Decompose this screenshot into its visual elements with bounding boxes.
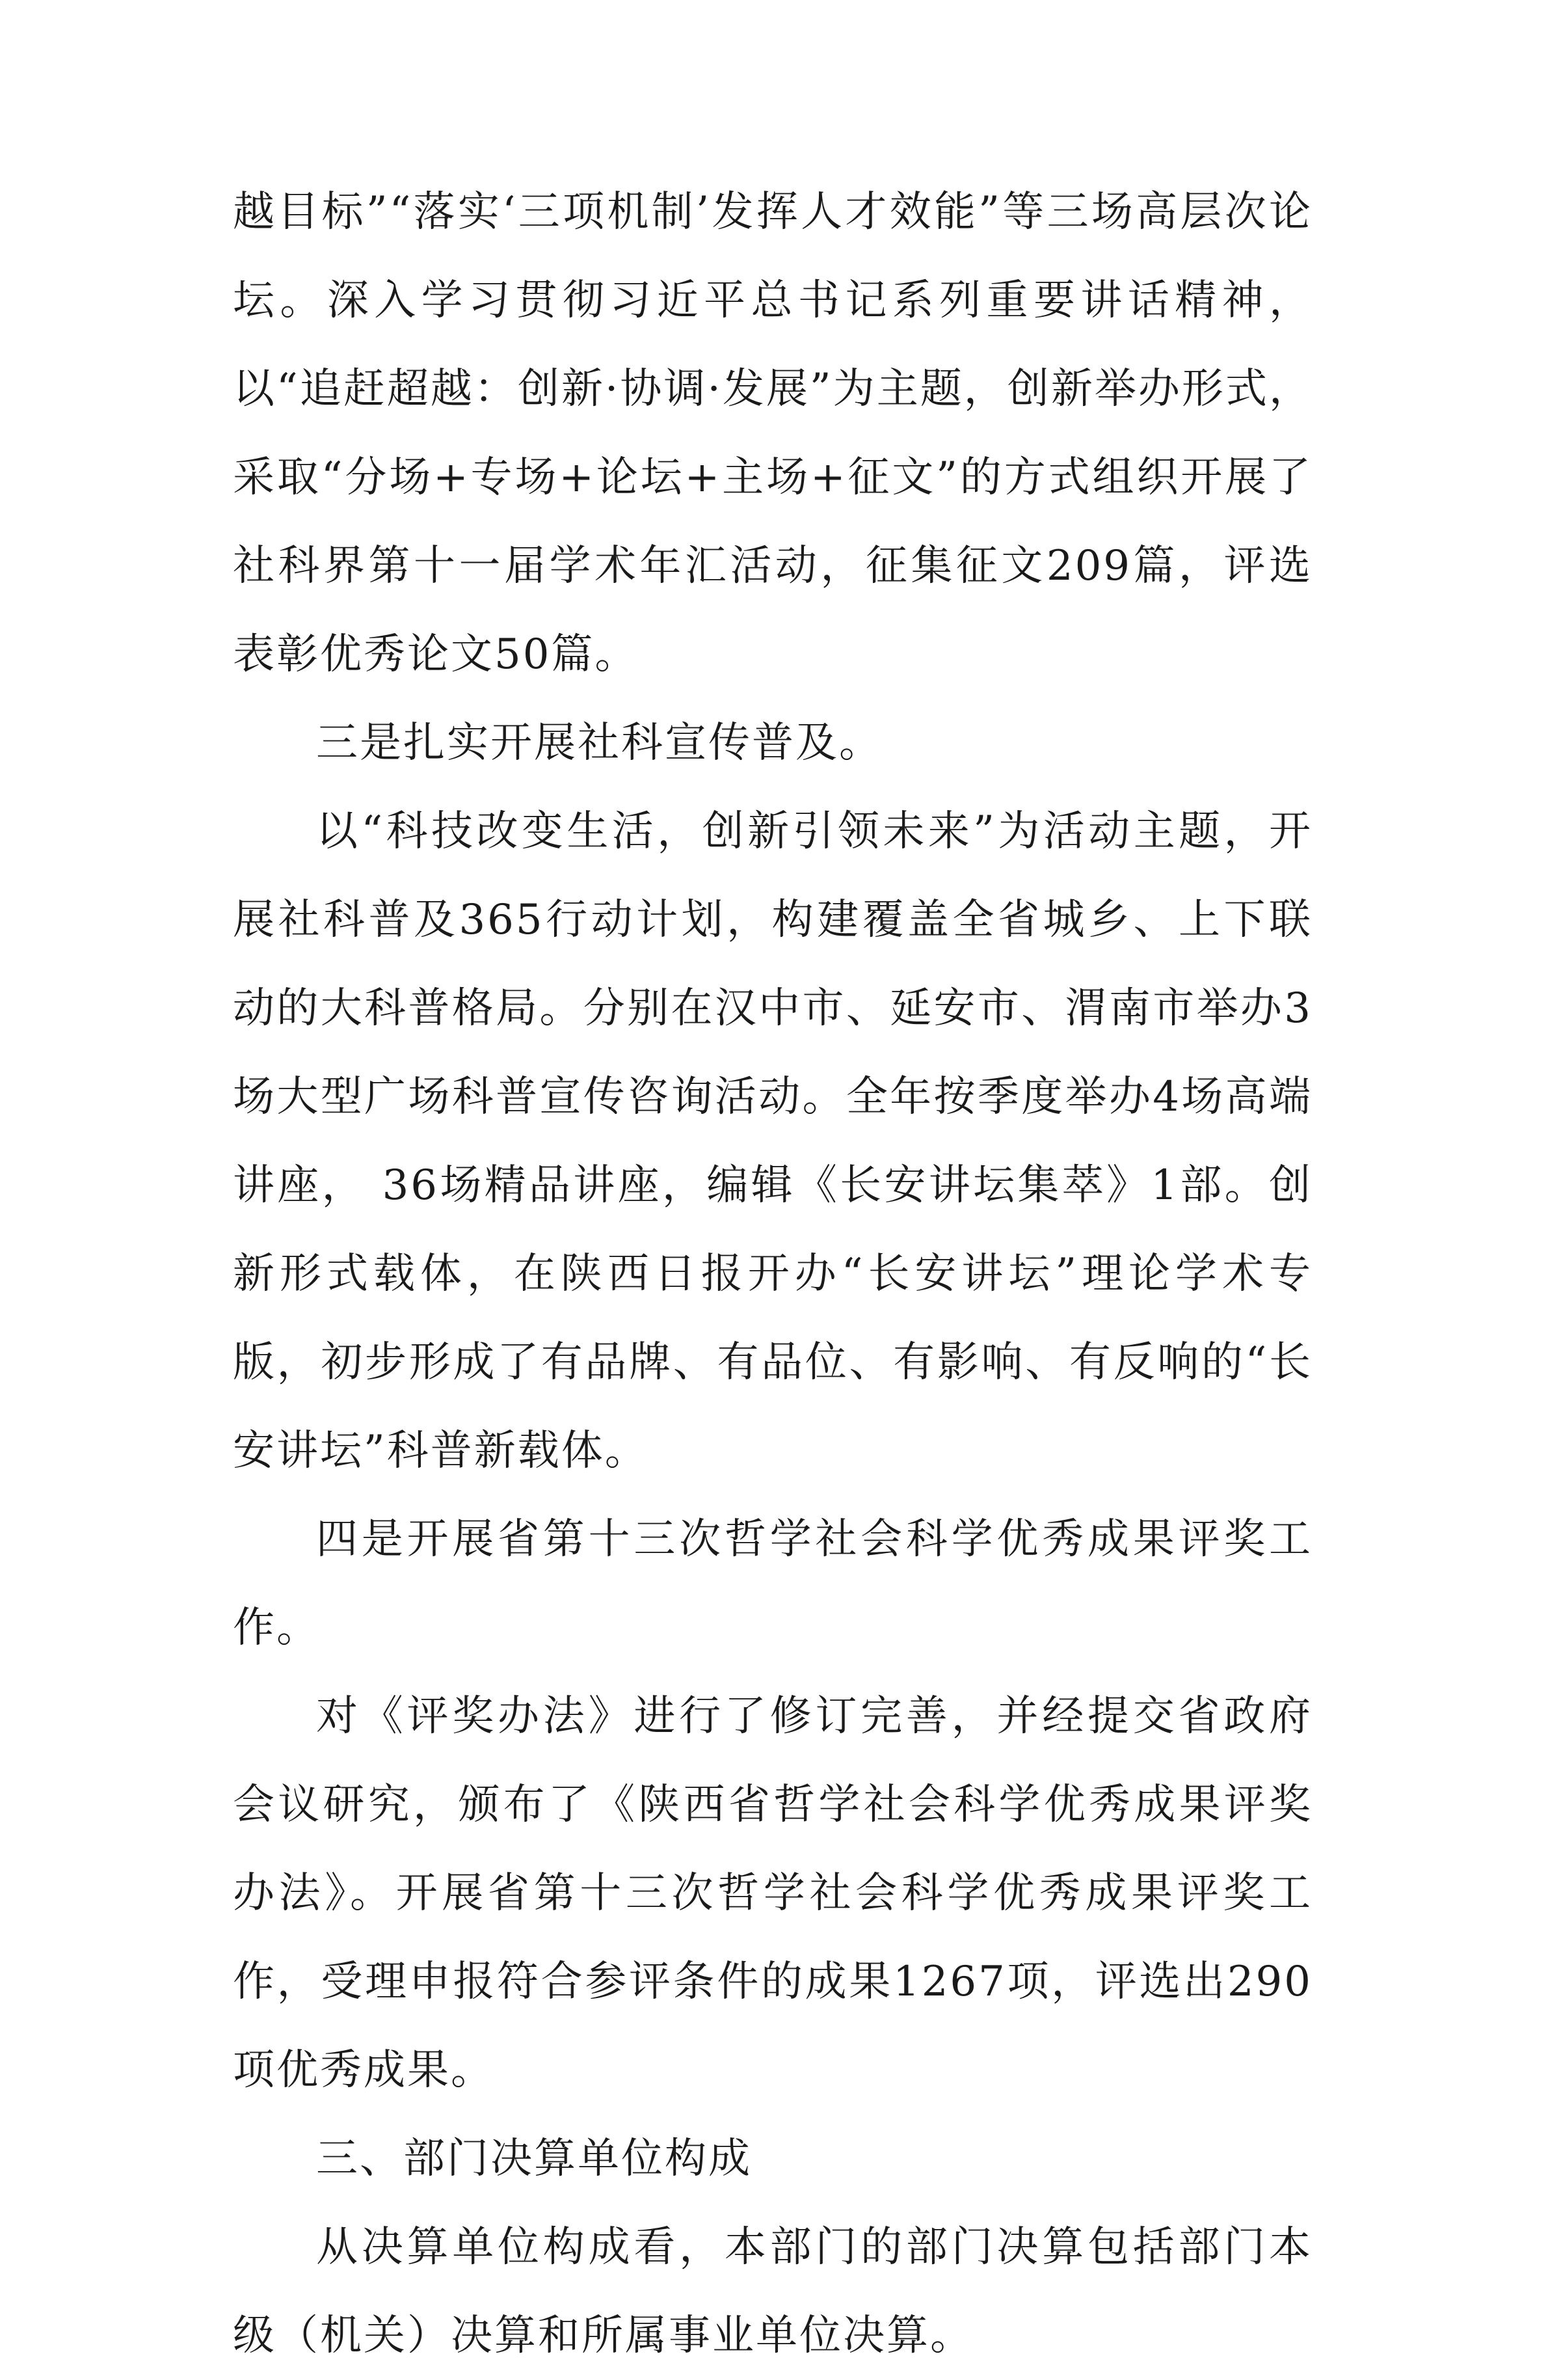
paragraph-awards: 对《评奖办法》进行了修订完善，并经提交省政府会议研究，颁布了《陕西省哲学社会科学优秀成果评奖办法》。开展省第十三次哲学社会科学优秀成果评奖工作，受理申报符合参评条件的成果1267项，评选出290项优秀成果。 [233, 1692, 1313, 2094]
heading-awards: 四是开展省第十三次哲学社会科学优秀成果评奖工作。 [233, 1515, 1313, 1652]
heading-popularization: 三是扎实开展社科宣传普及。 [316, 719, 883, 767]
section-three-heading: 三、部门决算单位构成 [316, 2135, 752, 2183]
paragraph-popularization: 以“科技改变生活，创新引领未来”为活动主题，开展社科普及365行动计划，构建覆盖全省城乡、上下联动的大科普格局。分别在汉中市、延安市、渭南市举办3场大型广场科普宣传咨询活动。全年按季度举办4场高端讲座， 36场精品讲座，编辑《长安讲坛集萃》1部。创新形式载体，在陕西日报开办“长安讲坛”理论学术专版，初步形成了有品牌、有品位、有影响、有反响的“长安讲坛”科普新载体。 [233, 807, 1313, 1475]
paragraph-forums-annual-meeting: 越目标”“落实‘三项机制’发挥人才效能”等三场高层次论坛。深入学习贯彻习近平总书记系列重要讲话精神，以“追赶超越：创新·协调·发展”为主题，创新举办形式，采取“分场+专场+论坛+主场+征文”的方式组织开展了社科界第十一届学术年汇活动，征集征文209篇，评选表彰优秀论文50篇。 [233, 188, 1313, 679]
paragraph-section-three: 从决算单位构成看，本部门的部门决算包括部门本级（机关）决算和所属事业单位决算。 [233, 2223, 1313, 2360]
document-body [233, 168, 1313, 2380]
